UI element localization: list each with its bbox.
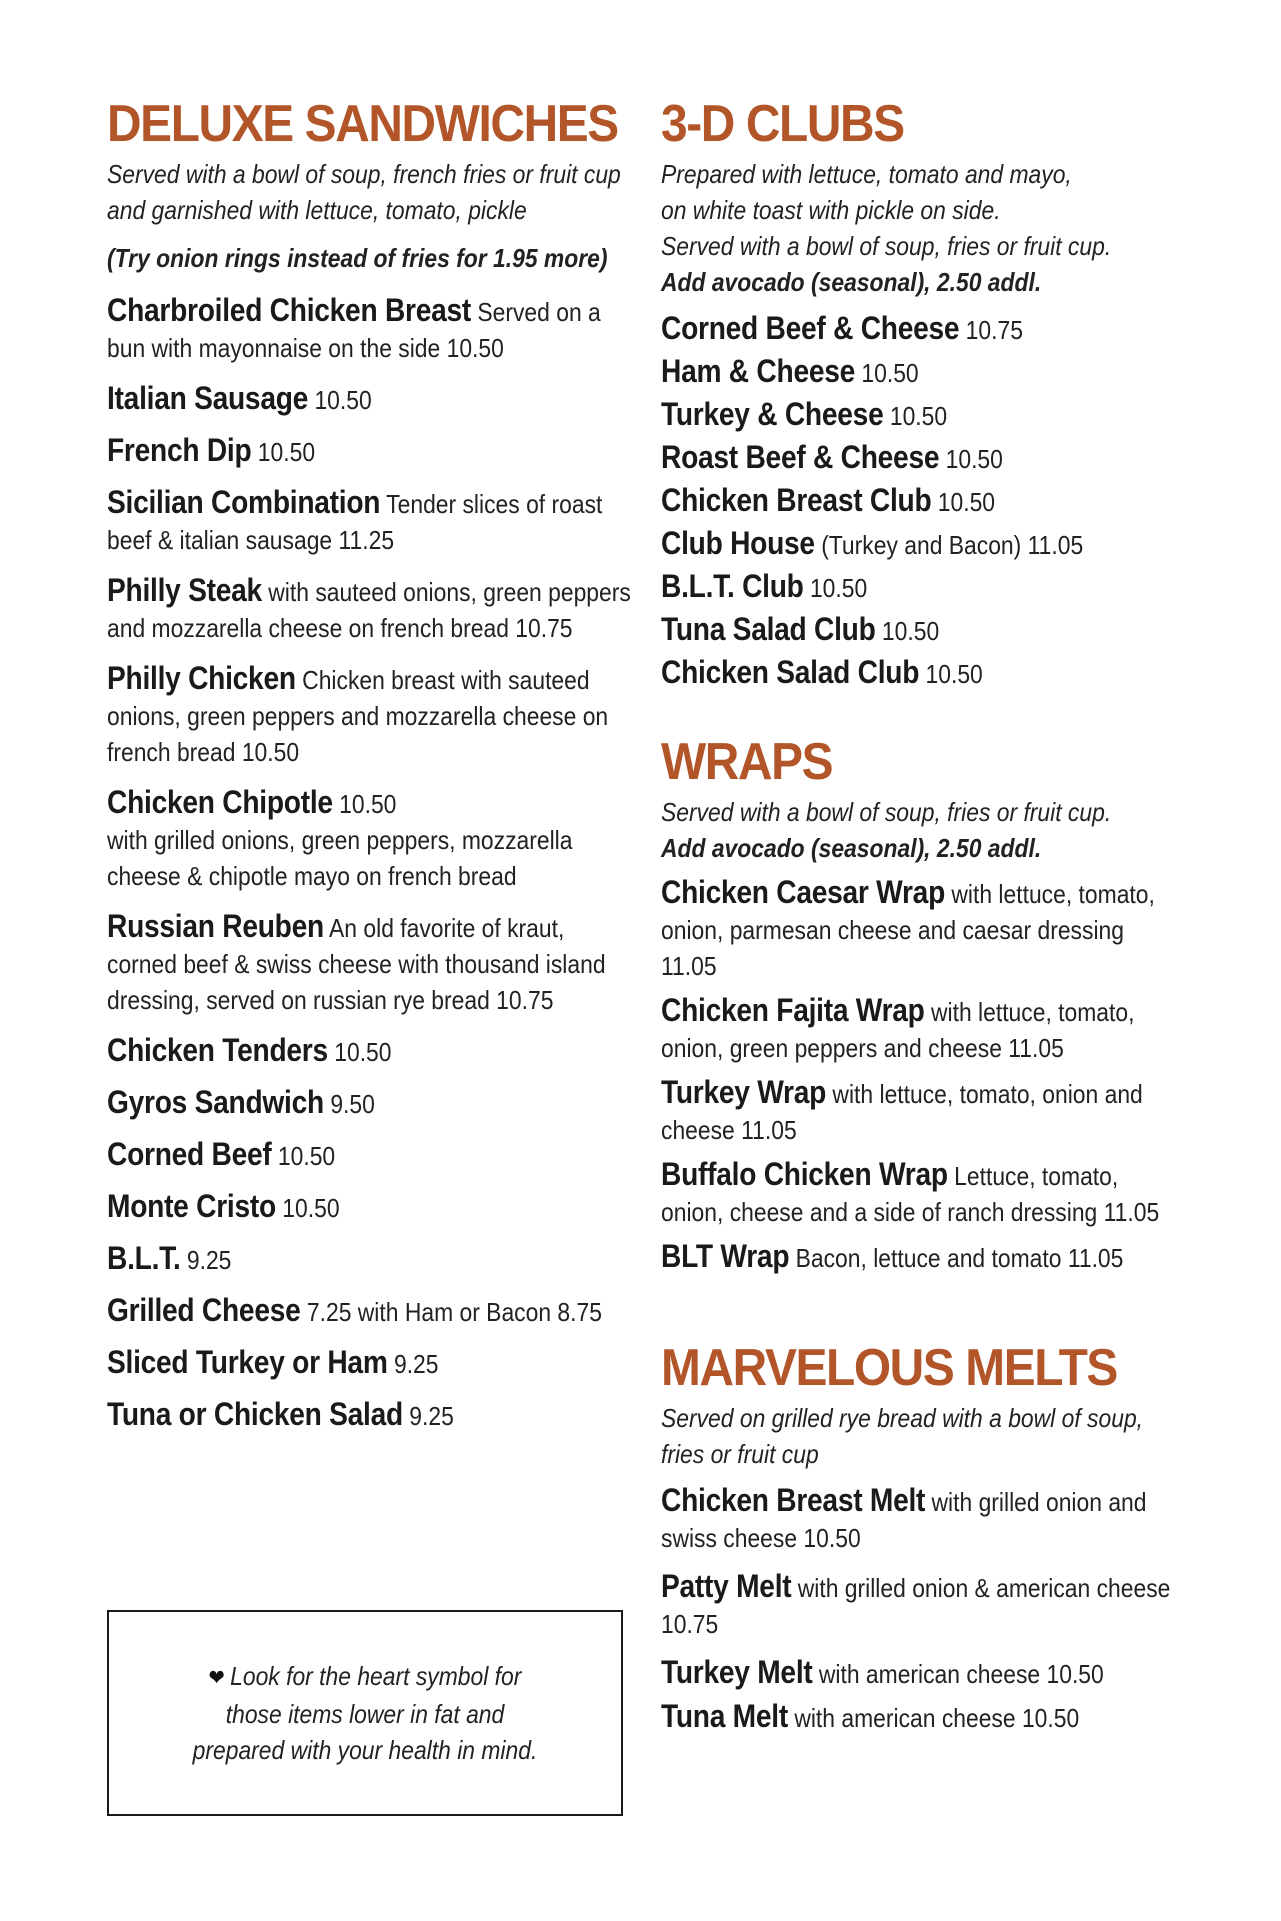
item-desc: with lettuce, tomato, onion, parmesan cheese and caesar dressing 11.05 [661,879,1155,981]
item-desc: with sauteed onions, green peppers and mozzarella cheese on french bread 10.75 [107,577,631,643]
menu-item [661,1568,1178,1642]
intro-line: Served with a bowl of soup, fries or fruit cup. [661,797,1112,827]
item-desc: with grilled onion and swiss cheese 10.50 [661,1487,1147,1553]
item-name: Gyros Sandwich [107,1084,324,1120]
item-desc: 9.25 [186,1245,232,1275]
intro-line: Prepared with lettuce, tomato and mayo, [661,159,1072,189]
item-name: Philly Chicken [107,660,296,696]
item-name: Patty Melt [661,1568,792,1604]
menu-item [107,908,634,1018]
item-name: Roast Beef & Cheese [661,439,940,475]
health-note-text: Look for the heart symbol for those items lower in fat and prepared with your health in mind. [192,1661,538,1765]
section-title: DELUXE SANDWICHES [107,95,618,153]
item-desc: 10.75 [965,315,1023,345]
menu-item [661,396,1178,434]
menu-item [107,660,634,770]
item-name: Chicken Caesar Wrap [661,874,946,910]
item-desc: 10.50 [282,1193,340,1223]
menu-item [661,568,1178,606]
item-name: Tuna Melt [661,1698,788,1734]
menu-item [107,572,634,646]
item-desc: 10.50 [334,1037,392,1067]
intro-line: Served with a bowl of soup, french fries or fruit cup [107,159,621,189]
menu-item [107,484,634,558]
menu-item [107,380,634,418]
menu-item [661,1482,1178,1556]
item-name: Sliced Turkey or Ham [107,1344,388,1380]
section-title: 3-D CLUBS [661,95,904,153]
menu-item [661,1238,1178,1276]
section-title: MARVELOUS MELTS [661,1339,1117,1397]
menu-item [661,482,1178,520]
menu-item [661,1698,1178,1736]
menu-item [661,353,1178,391]
menu-item [661,1654,1178,1692]
intro-line: Served with a bowl of soup, fries or fruit cup. [661,231,1112,261]
menu-item [107,1032,634,1070]
item-desc: with american cheese 10.50 [818,1659,1104,1689]
wraps-section [661,733,1181,1276]
item-name: Chicken Chipotle [107,784,333,820]
item-name: B.L.T. Club [661,568,804,604]
item-name: Tuna or Chicken Salad [107,1396,403,1432]
menu-item [107,784,634,894]
right-column [661,95,1181,1736]
item-desc: Served on a bun with mayonnaise on the side 10.50 [107,297,601,363]
item-desc: with lettuce, tomato, onion and cheese 11.05 [661,1079,1143,1145]
section-intro [661,794,1178,866]
item-name: Chicken Breast Melt [661,1482,926,1518]
item-name: Sicilian Combination [107,484,381,520]
item-name: BLT Wrap [661,1238,790,1274]
heart-icon: ❤ [208,1665,225,1690]
item-desc-detail: with grilled onions, green peppers, mozzarella cheese & chipotle mayo on french bread [107,825,573,891]
item-name: Buffalo Chicken Wrap [661,1156,948,1192]
clubs-section [661,95,1181,692]
menu-item [107,1188,634,1226]
menu-item [107,1344,634,1382]
item-desc: with lettuce, tomato, onion, green peppers and cheese 11.05 [661,997,1135,1063]
menu-item [661,1074,1178,1148]
menu-item [661,992,1178,1066]
deluxe-sandwiches-section [107,95,637,1434]
item-desc: 9.25 [393,1349,439,1379]
menu-item [661,439,1178,477]
item-name: Chicken Salad Club [661,654,920,690]
menu-item [661,310,1178,348]
item-desc: 10.50 [925,659,983,689]
item-desc: with american cheese 10.50 [794,1703,1080,1733]
menu-item [107,292,634,366]
left-column [107,95,637,1434]
item-name: Turkey & Cheese [661,396,884,432]
menu-item [107,1084,634,1122]
section-intro [661,1400,1178,1472]
item-desc: Lettuce, tomato, onion, cheese and a side of ranch dressing 11.05 [661,1161,1160,1227]
onion-rings-note: (Try onion rings instead of fries for 1.95 more) [107,243,608,273]
item-desc: 10.50 [937,487,996,517]
item-desc: 10.50 [945,444,1003,474]
item-desc: 10.50 [881,616,940,646]
section-intro [661,156,1178,300]
avocado-note: Add avocado (seasonal), 2.50 addl. [661,267,1042,297]
menu-item [107,1240,634,1278]
item-name: Russian Reuben [107,908,324,944]
intro-line: on white toast with pickle on side. [661,195,1001,225]
menu-item [661,1156,1178,1230]
intro-line: fries or fruit cup [661,1439,819,1469]
item-desc: 10.50 [339,789,397,819]
item-name: Italian Sausage [107,380,309,416]
intro-line: Served on grilled rye bread with a bowl of soup, [661,1403,1144,1433]
item-name: French Dip [107,432,252,468]
item-name: Turkey Wrap [661,1074,827,1110]
item-desc: Tender slices of roast beef & italian sausage 11.25 [107,489,603,555]
avocado-note: Add avocado (seasonal), 2.50 addl. [661,833,1042,863]
menu-item [107,432,634,470]
item-desc: 10.50 [314,385,372,415]
item-name: Chicken Tenders [107,1032,328,1068]
item-name: Club House [661,525,815,561]
item-desc: 7.25 with Ham or Bacon 8.75 [306,1297,602,1327]
item-desc: with grilled onion & american cheese 10.75 [661,1573,1171,1639]
item-name: Chicken Breast Club [661,482,932,518]
menu-item [107,1292,634,1330]
menu-item [661,611,1178,649]
health-note [180,1658,550,1768]
item-name: Ham & Cheese [661,353,856,389]
item-name: Tuna Salad Club [661,611,876,647]
item-desc: 10.50 [889,401,948,431]
item-desc: 10.50 [809,573,868,603]
menu-item [107,1136,634,1174]
item-name: B.L.T. [107,1240,181,1276]
item-name: Chicken Fajita Wrap [661,992,925,1028]
item-desc: 9.25 [409,1401,454,1431]
menu-item [661,525,1178,563]
menu-item [661,874,1178,984]
item-name: Philly Steak [107,572,262,608]
item-desc: (Turkey and Bacon) 11.05 [821,530,1084,560]
section-title: WRAPS [661,733,833,791]
item-desc: 10.50 [257,437,316,467]
section-intro [107,156,634,228]
menu-item [661,654,1178,692]
item-name: Corned Beef [107,1136,272,1172]
marvelous-melts-section [661,1339,1181,1736]
item-desc: An old favorite of kraut, corned beef & swiss cheese with thousand island dressing, served on russian rye bread 10.75 [107,913,606,1015]
menu-item [107,1396,634,1434]
health-note-box [107,1610,623,1816]
item-desc: Chicken breast with sauteed onions, green peppers and mozzarella cheese on french bread 10.50 [107,665,609,767]
item-desc: 10.50 [277,1141,336,1171]
intro-line: and garnished with lettuce, tomato, pickle [107,195,527,225]
item-desc: 9.50 [330,1089,375,1119]
item-name: Turkey Melt [661,1654,813,1690]
item-name: Grilled Cheese [107,1292,301,1328]
item-name: Charbroiled Chicken Breast [107,292,472,328]
item-name: Corned Beef & Cheese [661,310,960,346]
item-name: Monte Cristo [107,1188,276,1224]
item-desc: Bacon, lettuce and tomato 11.05 [795,1243,1124,1273]
item-desc: 10.50 [861,358,919,388]
